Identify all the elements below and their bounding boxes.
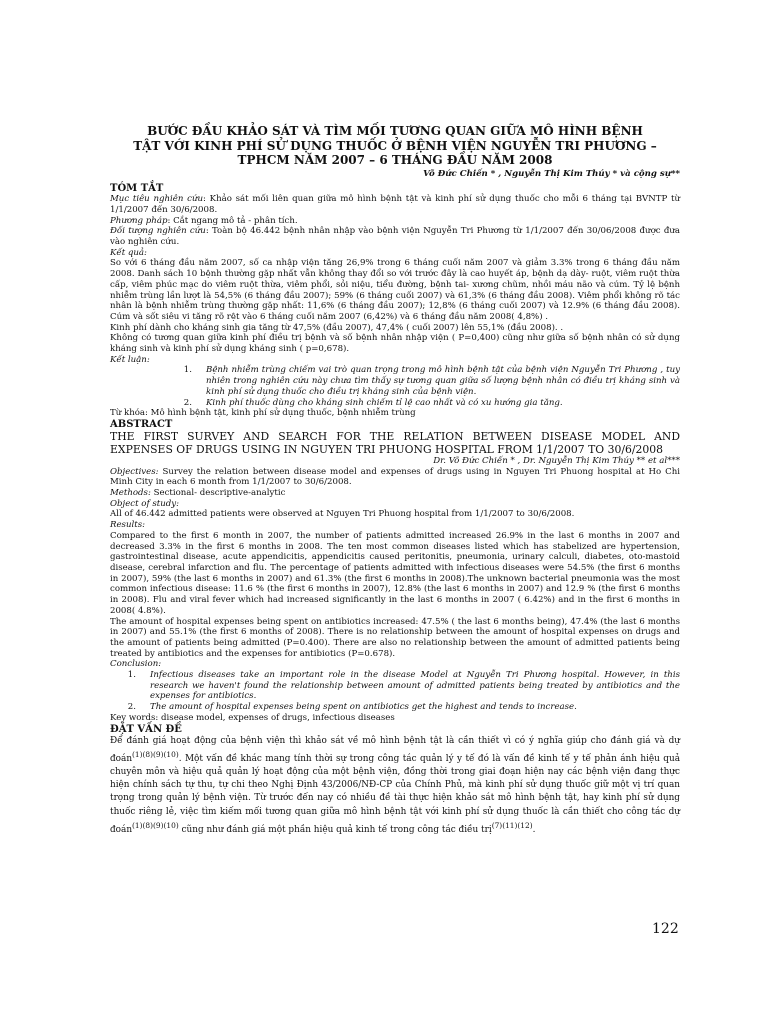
- tom-tat-method: [110, 216, 680, 227]
- results-label-vn: Kết quả:: [110, 247, 147, 258]
- subject-label-vn: Đối tượng nghiên cứu: [110, 226, 206, 237]
- citation-superscript: (7)(11)(12): [491, 820, 533, 830]
- abstract-methods: [110, 488, 680, 499]
- method-text-vn: : Cắt ngang mô tả - phân tích.: [167, 215, 298, 226]
- objective-text-vn: : Khảo sát mối liên quan giữa mô hình bệnh tật và kinh phí sử dụng thuốc cho mỗi 6 tháng tại BVNTP từ 1/1/2007 đến 30/6/2008.: [110, 194, 680, 215]
- intro-text-c: cũng như đánh giá một phần hiệu quả kinh tế trong công tác điều trị: [178, 824, 492, 835]
- subject-text-vn: : Toàn bộ 46.442 bệnh nhân nhập vào bệnh viện Nguyễn Tri Phương từ 1/1/2007 đến 30/06/2008 được đưa vào nghiên cứu.: [110, 226, 680, 248]
- conclusion-list-vn: [110, 365, 680, 408]
- object-text: All of 46.442 admitted patients were observed at Nguyen Tri Phuong hospital from 1/1/2007 to 30/6/2008.: [110, 509, 575, 520]
- conclusion-label-en: Conclusion:: [110, 659, 162, 670]
- methods-text: Sectional- descriptive-analytic: [150, 488, 286, 499]
- conclusion-number: 2.: [127, 702, 136, 713]
- conclusion-text: The amount of hospital expenses being spent on antibiotics get the highest and tends to increase.: [150, 702, 577, 713]
- dat-van-de-paragraph: [110, 735, 680, 837]
- keywords-en: Key words: disease model, expenses of drugs, infectious diseases: [110, 712, 395, 723]
- authors-vn: Võ Đức Chiến * , Nguyễn Thị Kim Thúy * và cộng sự**: [423, 168, 680, 179]
- citation-superscript: (1)(8)(9)(10): [132, 820, 179, 830]
- results-paragraph-en-2: The amount of hospital expenses being spent on antibiotics increased: 47.5% ( the last 6 months being), 47.4% (the last 6 months in 2007) and 55.1% (the first 6 months of 2008). There is no relationship between the amount of hospital expenses on drugs and the amount of patients being admitted (P=0.400). There are also no relationship between the amount of admitted patients being treated by antibiotics and the expenses for antibiotics (P=0.678).: [110, 616, 680, 659]
- paper-content: [110, 124, 680, 837]
- conclusion-text: Kinh phí thuốc dùng cho kháng sinh chiếm tỉ lệ cao nhất và có xu hướng gia tăng.: [206, 397, 563, 408]
- objectives-text: Survey the relation between disease model and expenses of drugs using in Nguyen Tri Phuong hospital at Ho Chi Minh City in each 6 month from 1/1/2007 to 30/6/2008.: [110, 466, 680, 488]
- abstract-title: THE FIRST SURVEY AND SEARCH FOR THE RELATION BETWEEN DISEASE MODEL AND EXPENSES OF DRUGS USING IN NGUYEN TRI PHUONG HOSPITAL FROM 1/1/2007 TO 30/6/2008: [110, 429, 680, 456]
- conclusion-number: 1.: [127, 670, 136, 681]
- dat-van-de-heading: ĐẶT VẤN ĐỀ: [110, 723, 182, 735]
- results-paragraph-vn-1: So với 6 tháng đầu năm 2007, số ca nhập viện tăng 26,9% trong 6 tháng cuối năm 2007 và giảm 3.3% trong 6 tháng đầu năm 2008. Danh sách 10 bệnh thường gặp nhất vẫn không thay đổi so với trước đây là cao huyết áp, bệnh dạ dày- ruột, viêm ruột thừa cấp, viêm phúc mạc do viêm ruột thừa, viêm phổi, sỏi niệu, tiểu đường, bệnh tai- xương chũm, nhồi máu não và cúm. Tỷ lệ bệnh nhiễm trùng lần lượt là 54,5% (6 tháng đầu 2007); 59% (6 tháng cuối 2007) và 61,3% (6 tháng đầu 2008). Viêm phổi không rõ tác nhân là bệnh nhiễm trùng thường gặp nhất: 11,6% (6 tháng đầu 2007); 12,8% (6 tháng cuối 2007) và 12.9% (6 tháng đầu 2008). Cúm và sốt siêu vi tăng rõ rệt vào 6 tháng cuối năm 2007 (6,42%) và 6 tháng đầu năm 2008( 4,8%) .: [110, 258, 680, 322]
- tom-tat-objective: [110, 194, 680, 215]
- objective-label-vn: Mục tiêu nghiên cứu: [110, 194, 204, 205]
- conclusion-list-en: [110, 670, 680, 713]
- page-number: 122: [652, 921, 679, 937]
- conclusion-text: Infectious diseases take an important role in the disease Model at Nguyễn Tri Phương hospital. However, in this research we haven't found the relationship between amount of admitted patients being treated by antibiotics and the expenses for antibiotics.: [150, 670, 680, 702]
- tom-tat-heading: TÓM TẮT: [110, 183, 164, 195]
- results-paragraph-en-1: Compared to the first 6 month in 2007, the number of patients admitted increased 26.9% in the last 6 months in 2007 and decreased 3.3% in the first 6 months in 2008. The ten most common diseases listed which has stabelized are hypertension, gastrointestinal disease, acute appendicitis, appendicitis caused peritonitis, pneumonia, urinary calculi, diabetes, oto-mastoid disease, cerebral infarction and flu. The percentage of patients admitted with infectious diseases were 54.5% (the first 6 months in 2007), 59% (the last 6 months in 2007) and 61.3% (the first 6 months in 2008).The unknown bacterial pneumonia was the most common infectious disease: 11.6 % (the first 6 months in 2007), 12.8% (the last 6 months in 2007) and 12.9 % (the first 6 months in 2008). Flu and viral fever which had increased significantly in the last 6 months in 2007 ( 6.42%) and in the first 6 months in 2008( 4.8%).: [110, 530, 680, 616]
- conclusion-number: 2.: [183, 397, 192, 408]
- authors-en: Dr. Võ Đức Chiến * , Dr. Nguyễn Thị Kim Thúy ** et al***: [433, 455, 680, 466]
- paper-title: BƯỚC ĐẦU KHẢO SÁT VÀ TÌM MỐI TƯƠNG QUAN GIỮA MÔ HÌNH BỆNH TẬT VỚI KINH PHÍ SỬ DỤNG THUỐC Ở BỆNH VIỆN NGUYỄN TRI PHƯƠNG – TPHCM NĂM 2007 – 6 THÁNG ĐẦU NĂM 2008: [133, 124, 657, 167]
- conclusion-text: Bệnh nhiễm trùng chiếm vai trò quan trọng trong mô hình bệnh tật của bệnh viện Nguyễn Tri Phương , tuy nhiên trong nghiên cứu này chưa tìm thấy sự tương quan giữa số lượng bệnh nhân có điều trị kháng sinh và kinh phí sử dụng thuốc cho điều trị kháng sinh của bệnh viện.: [206, 365, 680, 397]
- tom-tat-subject: [110, 226, 680, 247]
- keywords-vn: Từ khóa: Mô hình bệnh tật, kinh phí sử dụng thuốc, bệnh nhiễm trùng: [110, 408, 416, 419]
- results-paragraph-vn-3: Không có tương quan giữa kinh phí điều trị bệnh và số bệnh nhân nhập viện ( P=0,400) cũng như giữa số bệnh nhân có sử dụng kháng sinh và kinh phí sử dụng kháng sinh ( p=0,678).: [110, 333, 680, 355]
- abstract-heading: ABSTRACT: [110, 418, 173, 430]
- conclusion-item-en: [110, 702, 680, 713]
- intro-text-b: . Một vấn đề khác mang tính thời sự trong công tác quản lý y tế đó là vấn đề kinh tế y tế phản ánh hiệu quả chuyên môn và hiệu quả quản lý hoạt động của một bệnh viện, đồng thời trong giai đoạn hiện nay các bệnh viện đang thực hiện chính sách tự thu, tự chi theo Nghị Định 43/2006/NĐ-CP của Chính Phủ, mà kinh phí sử dụng thuốc giữ một vị trí quan trọng trong quản lý bệnh viện. Từ trước đến nay có nhiều đề tài thực hiện khảo sát mô hình bệnh tật, hay kinh phí sử dụng thuốc riêng lẻ, việc tìm kiếm mối tương quan giữa mô hình bệnh tật với kinh phí sử dụng thuốc là cần thiết cho công tác dự đoán: [110, 753, 680, 835]
- citation-superscript: (1)(8)(9)(10): [132, 749, 179, 759]
- conclusion-item-vn: [110, 398, 680, 409]
- results-paragraph-vn-2: Kinh phí dành cho kháng sinh gia tăng từ 47,5% (đầu 2007), 47,4% ( cuối 2007) lên 55,1% (đầu 2008). .: [110, 322, 564, 333]
- methods-label: Methods:: [110, 488, 151, 499]
- abstract-objectives: [110, 467, 680, 488]
- objectives-label: Objectives:: [110, 466, 159, 477]
- results-label-en: Results:: [110, 520, 146, 531]
- conclusion-number: 1.: [183, 365, 192, 376]
- conclusion-item-vn: [110, 365, 680, 397]
- intro-text-d: .: [532, 824, 536, 835]
- object-label: Object of study:: [110, 498, 180, 509]
- intro-text-a: Để đánh giá hoạt động của bệnh viện thì khảo sát về mô hình bệnh tật là cần thiết vì có ý nghĩa giúp cho đánh giá và dự đoán: [110, 735, 680, 764]
- conclusion-item-en: [110, 670, 680, 702]
- conclusion-label-vn: Kết luận:: [110, 354, 150, 365]
- method-label-vn: Phương pháp: [110, 215, 168, 226]
